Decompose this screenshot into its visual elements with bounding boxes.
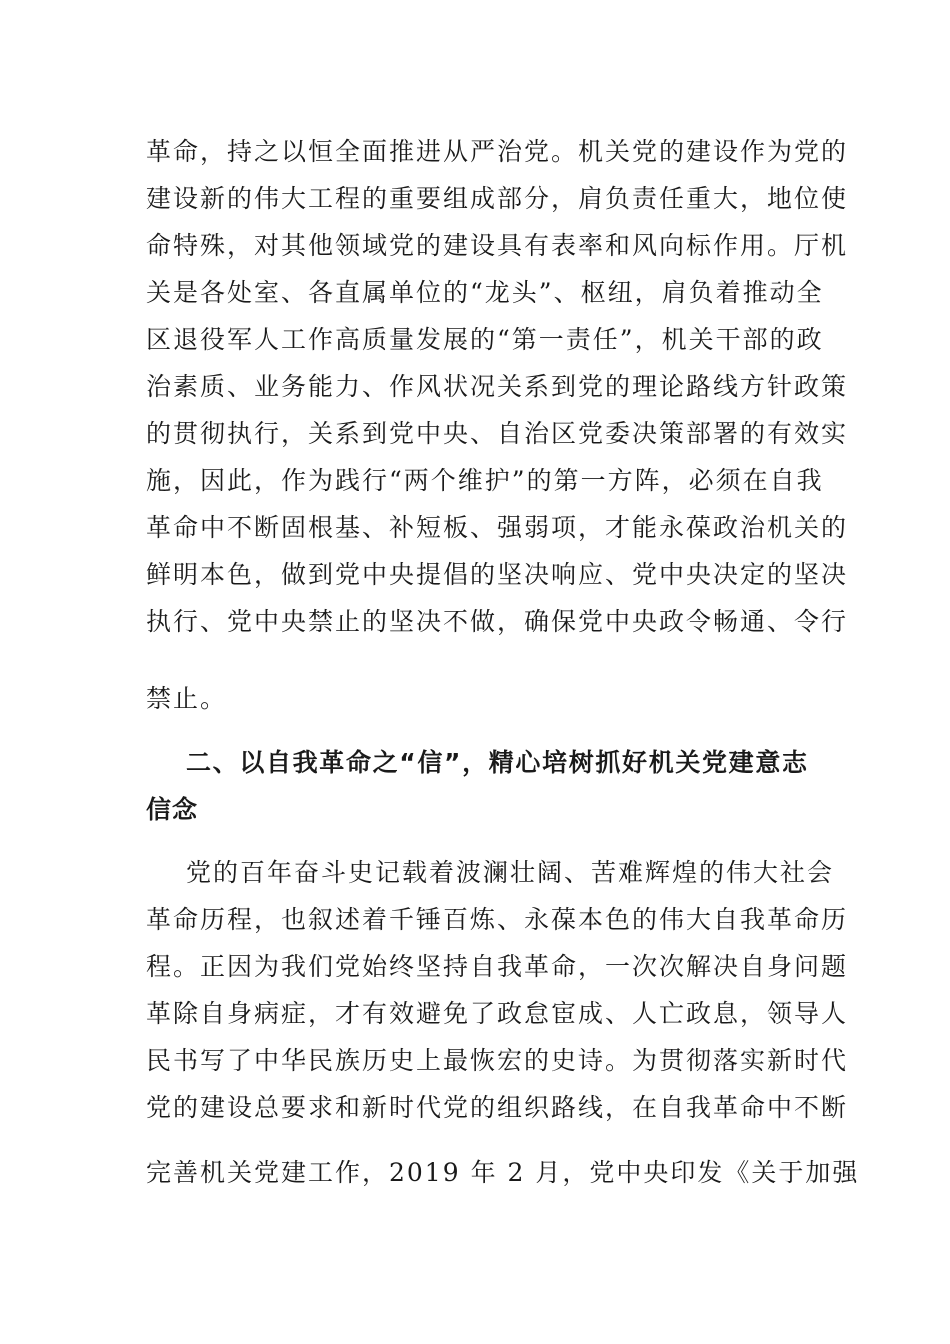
paragraph-line: 建设新的伟大工程的重要组成部分，肩负责任重大，地位使 xyxy=(146,184,849,213)
heading-line: 二、以自我革命之“信”，精心培树抓好机关党建意志 xyxy=(186,748,808,777)
paragraph-line: 革命历程，也叙述着千锤百炼、永葆本色的伟大自我革命历 xyxy=(146,905,849,934)
paragraph-line: 程。正因为我们党始终坚持自我革命，一次次解决自身问题 xyxy=(146,952,849,981)
paragraph-line: 民书写了中华民族历史上最恢宏的史诗。为贯彻落实新时代 xyxy=(146,1046,849,1075)
paragraph-line: 革除自身病症，才有效避免了政怠宦成、人亡政息，领导人 xyxy=(146,999,849,1028)
paragraph-line: 禁止。 xyxy=(146,684,228,713)
paragraph-line: 执行、党中央禁止的坚决不做，确保党中央政令畅通、令行 xyxy=(146,607,849,636)
paragraph-line: 的贯彻执行，关系到党中央、自治区党委决策部署的有效实 xyxy=(146,419,849,448)
heading-line: 信念 xyxy=(146,795,199,824)
paragraph-line: 区退役军人工作高质量发展的“第一责任”，机关干部的政 xyxy=(146,325,824,354)
paragraph-line: 完善机关党建工作，2019 年 2 月，党中央印发《关于加强 xyxy=(146,1158,860,1187)
paragraph-line: 命特殊，对其他领域党的建设具有表率和风向标作用。厅机 xyxy=(146,231,849,260)
paragraph-line: 关是各处室、各直属单位的“龙头”、枢纽，肩负着推动全 xyxy=(146,278,824,307)
paragraph-line: 党的百年奋斗史记载着波澜壮阔、苦难辉煌的伟大社会 xyxy=(186,858,835,887)
paragraph-line: 革命中不断固根基、补短板、强弱项，才能永葆政治机关的 xyxy=(146,513,849,542)
paragraph-line: 鲜明本色，做到党中央提倡的坚决响应、党中央决定的坚决 xyxy=(146,560,849,589)
paragraph-line: 革命，持之以恒全面推进从严治党。机关党的建设作为党的 xyxy=(146,137,849,166)
paragraph-line: 施，因此，作为践行“两个维护”的第一方阵，必须在自我 xyxy=(146,466,824,495)
paragraph-line: 党的建设总要求和新时代党的组织路线，在自我革命中不断 xyxy=(146,1093,849,1122)
paragraph-line: 治素质、业务能力、作风状况关系到党的理论路线方针政策 xyxy=(146,372,849,401)
